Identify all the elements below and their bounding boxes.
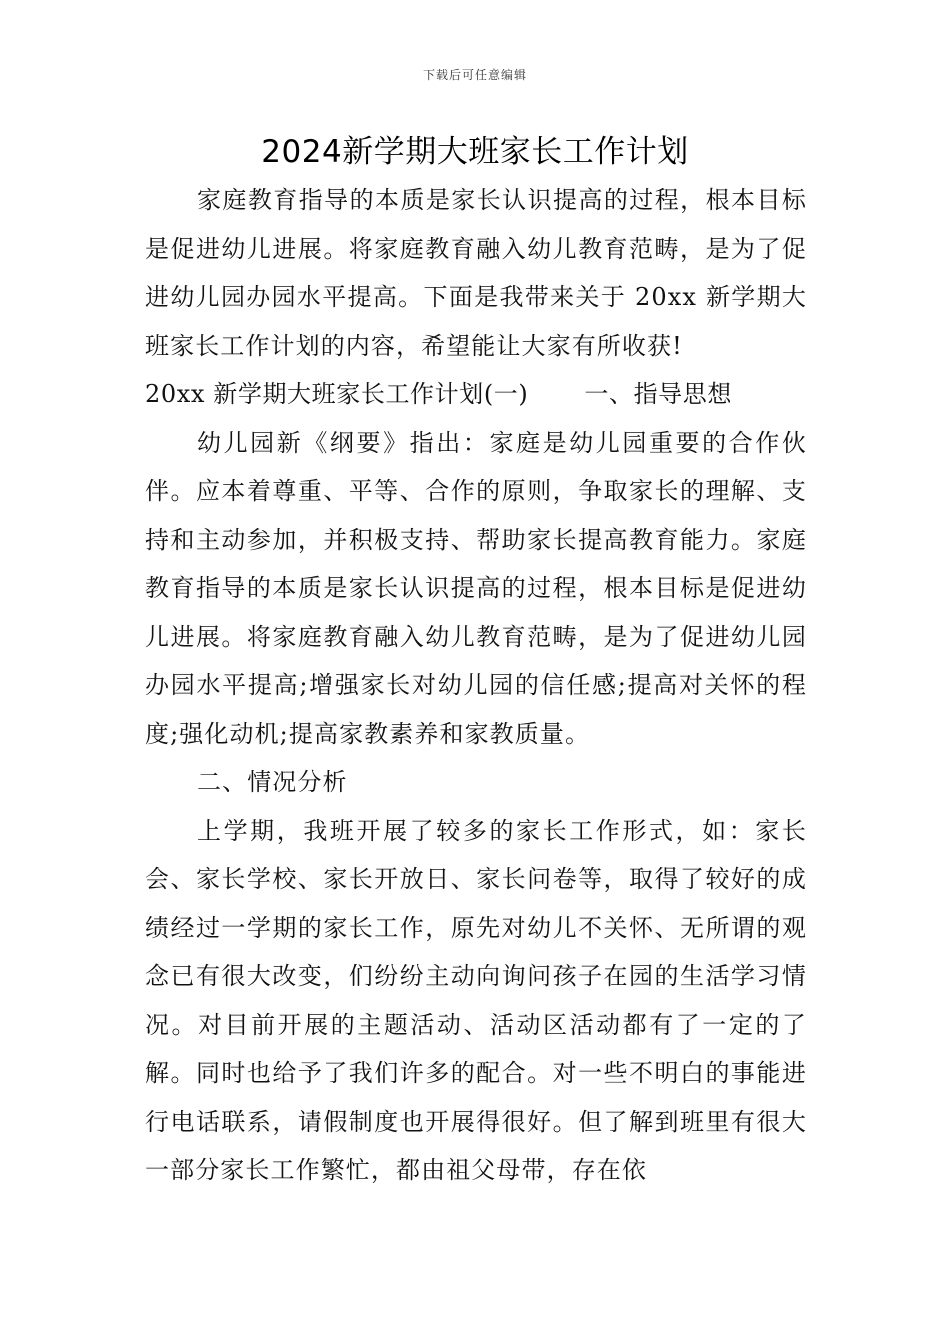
intro-paragraph: 家庭教育指导的本质是家长认识提高的过程，根本目标是促进幼儿进展。将家庭教育融入幼儿教育范畴，是为了促进幼儿园办园水平提高。下面是我带来关于 20xx 新学期大班家长工作计划的内容，希望能让大家有所收获!: [145, 186, 807, 360]
section-heading-line: [145, 370, 807, 419]
guiding-ideology-paragraph: 幼儿园新《纲要》指出：家庭是幼儿园重要的合作伙伴。应本着尊重、平等、合作的原则，争取家长的理解、支持和主动参加，并积极支持、帮助家长提高教育能力。家庭教育指导的本质是家长认识提高的过程，根本目标是促进幼儿进展。将家庭教育融入幼儿教育范畴，是为了促进幼儿园办园水平提高;增强家长对幼儿园的信任感;提高对关怀的程度;强化动机;提高家教素养和家教质量。: [145, 428, 807, 748]
header-note: 下载后可任意编辑: [422, 68, 527, 82]
document-title: 2024新学期大班家长工作计划: [261, 134, 689, 170]
heading-situation-analysis: 二、情况分析: [197, 768, 348, 796]
document-body: [145, 176, 807, 1195]
heading-guiding-ideology: 一、指导思想: [584, 380, 732, 408]
section-one-title: 20xx 新学期大班家长工作计划(一): [145, 380, 529, 408]
situation-analysis-paragraph: 上学期，我班开展了较多的家长工作形式，如：家长会、家长学校、家长开放日、家长问卷等，取得了较好的成绩经过一学期的家长工作，原先对幼儿不关怀、无所谓的观念已有很大改变，们纷纷主动向询问孩子在园的生活学习情况。对目前开展的主题活动、活动区活动都有了一定的了解。同时也给予了我们许多的配合。对一些不明白的事能进行电话联系，请假制度也开展得很好。但了解到班里有很大一部分家长工作繁忙，都由祖父母带，存在依: [145, 816, 807, 1184]
